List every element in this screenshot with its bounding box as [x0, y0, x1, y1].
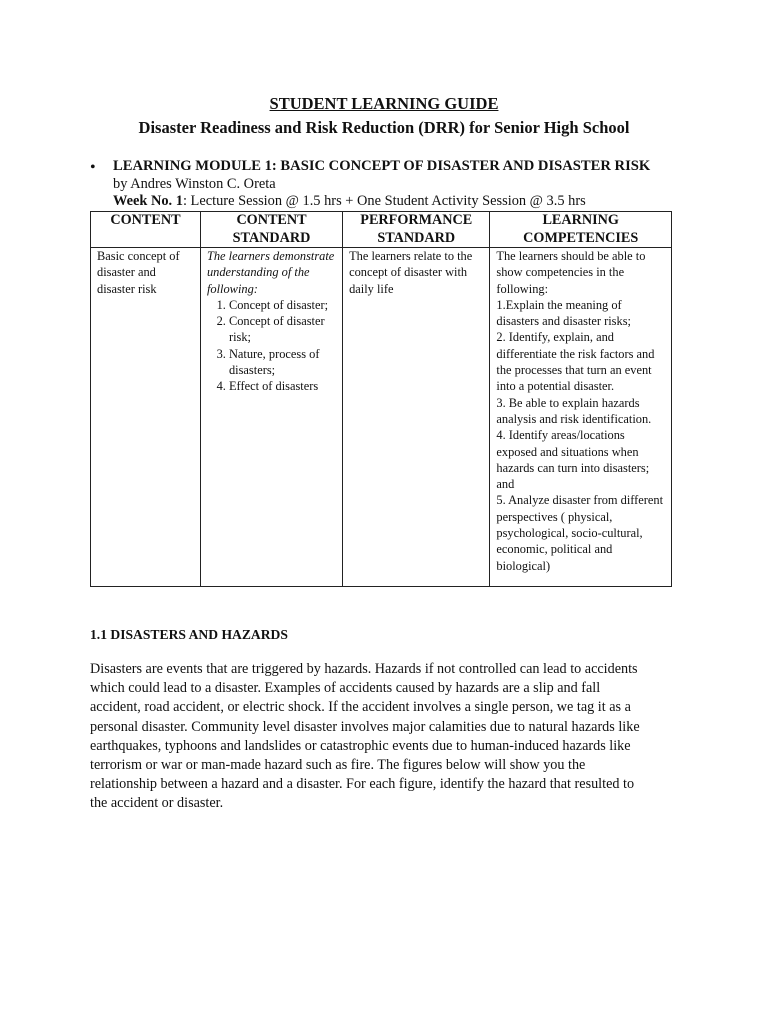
cell-learning-competencies — [490, 248, 672, 587]
header-learning-competencies: LEARNING COMPETENCIES — [490, 212, 672, 248]
list-item: 1. Concept of disaster; — [229, 297, 338, 313]
cell-content-standard — [200, 248, 342, 587]
competency-item: 5. Analyze disaster from different perspectives ( physical, psychological, socio-cultural, economic, political and biological) — [496, 493, 664, 573]
competency-item: 2. Identify, explain, and differentiate the risk factors and the processes that turn an event into a potential disaster. — [496, 330, 655, 394]
table-row — [91, 248, 672, 587]
cell-performance-standard: The learners relate to the concept of disaster with daily life — [343, 248, 490, 587]
week-detail: : Lecture Session @ 1.5 hrs + One Student Activity Session @ 3.5 hrs — [182, 193, 586, 209]
bullet-icon: • — [90, 159, 96, 176]
paragraph-line: earthquakes, typhoons and landslides or catastrophic events due to human-induced hazards like — [90, 737, 631, 754]
competency-item: 1.Explain the meaning of disasters and disaster risks; — [496, 297, 631, 329]
paragraph-line: relationship between a hazard and a disaster. For each figure, identify the hazard that resulted to — [90, 776, 635, 793]
list-item: 3. Nature, process of disasters; — [229, 346, 338, 379]
week-line — [113, 193, 713, 211]
paragraph-line: Disasters are events that are triggered by hazards. Hazards if not controlled can lead to accidents — [90, 661, 638, 677]
paragraph-line: terrorism or war or man-made hazard such as fire. The figures below will show you the — [90, 757, 586, 774]
content-standard-intro: The learners demonstrate understanding of the following: — [206, 249, 335, 296]
guide-subtitle: Disaster Readiness and Risk Reduction (DRR) for Senior High School — [138, 118, 630, 137]
section-paragraph — [90, 660, 680, 814]
module-author: by Andres Winston C. Oreta — [113, 175, 276, 192]
content-standard-list — [207, 297, 338, 395]
guide-title: STUDENT LEARNING GUIDE — [269, 94, 499, 113]
paragraph-line: which could lead to a disaster. Examples of accidents caused by hazards are a slip and fall — [90, 680, 601, 697]
section-heading: 1.1 DISASTERS AND HAZARDS — [90, 627, 288, 642]
module-title: LEARNING MODULE 1: BASIC CONCEPT OF DISASTER AND DISASTER RISK — [113, 158, 651, 174]
module-info — [113, 158, 713, 211]
cell-content: Basic concept of disaster and disaster risk — [91, 248, 201, 587]
header-performance-standard: PERFORMANCE STANDARD — [343, 212, 490, 248]
header-content-standard: CONTENT STANDARD — [200, 212, 342, 248]
competency-item: 4. Identify areas/locations exposed and situations when hazards can turn into disasters; and — [496, 428, 650, 492]
competency-item: 3. Be able to explain hazards analysis and risk identification. — [496, 395, 652, 426]
competencies-intro: The learners should be able to show competencies in the following: — [496, 249, 646, 296]
table-header-row — [91, 212, 672, 248]
paragraph-line: personal disaster. Community level disaster involves major calamities due to natural hazards like — [90, 718, 640, 735]
list-item: 4. Effect of disasters — [229, 378, 338, 394]
paragraph-line: accident, road accident, or electric shock. If the accident involves a single person, we tag it as a — [90, 699, 631, 716]
header-content: CONTENT — [91, 212, 201, 248]
paragraph-line: the accident or disaster. — [90, 795, 224, 812]
learning-guide-table — [90, 211, 672, 587]
list-item: 2. Concept of disaster risk; — [229, 313, 338, 346]
week-label: Week No. 1 — [113, 193, 183, 209]
